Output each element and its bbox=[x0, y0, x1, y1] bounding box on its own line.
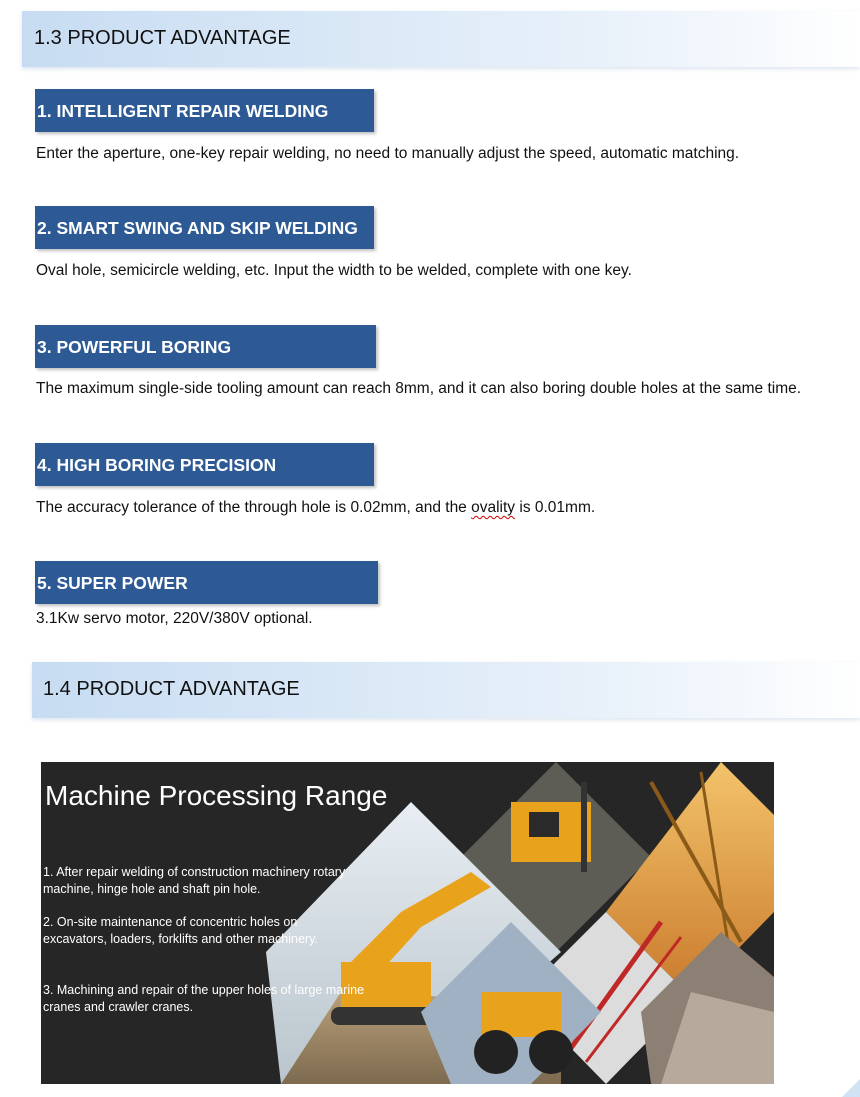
page-corner-decoration bbox=[842, 1079, 860, 1097]
section-title: 1.3 PRODUCT ADVANTAGE bbox=[34, 27, 291, 49]
feature-badge-3 bbox=[35, 325, 376, 368]
feature-text: is 0.01mm. bbox=[515, 499, 596, 516]
section-title: 1.4 PRODUCT ADVANTAGE bbox=[43, 678, 300, 700]
feature-title: 3. POWERFUL BORING bbox=[37, 337, 232, 357]
section-header-1-3 bbox=[22, 11, 860, 67]
machine-processing-banner bbox=[41, 762, 774, 1084]
feature-description-4 bbox=[36, 490, 836, 525]
banner-item-2: 2. On-site maintenance of concentric holes on excavators, loaders, forklifts and other machinery. bbox=[43, 915, 318, 946]
feature-title: 4. HIGH BORING PRECISION bbox=[37, 455, 277, 475]
banner-item-3: 3. Machining and repair of the upper holes of large marine cranes and crawler cranes. bbox=[43, 983, 365, 1014]
feature-badge-5 bbox=[35, 561, 378, 604]
feature-title: 1. INTELLIGENT REPAIR WELDING bbox=[37, 101, 329, 121]
feature-badge-2 bbox=[35, 206, 374, 249]
banner-item-1: 1. After repair welding of construction machinery rotary machine, hinge hole and shaft pin hole. bbox=[43, 865, 346, 896]
feature-description-2: Oval hole, semicircle welding, etc. Input the width to be welded, complete with one key. bbox=[36, 262, 632, 279]
feature-description-1: Enter the aperture, one-key repair welding, no need to manually adjust the speed, automatic matching. bbox=[36, 145, 740, 162]
banner-title: Machine Processing Range bbox=[45, 780, 388, 811]
feature-description-5: 3.1Kw servo motor, 220V/380V optional. bbox=[36, 610, 313, 627]
feature-description-3: The maximum single-side tooling amount can reach 8mm, and it can also boring double holes at the same time. bbox=[36, 380, 802, 397]
feature-title: 2. SMART SWING AND SKIP WELDING bbox=[37, 218, 358, 238]
section-header-1-4 bbox=[32, 662, 860, 718]
feature-text: The accuracy tolerance of the through hole is 0.02mm, and the bbox=[36, 499, 472, 516]
spellcheck-flagged-word: ovality bbox=[471, 499, 516, 516]
feature-badge-4 bbox=[35, 443, 374, 486]
feature-badge-1 bbox=[35, 89, 374, 132]
feature-title: 5. SUPER POWER bbox=[37, 573, 188, 593]
